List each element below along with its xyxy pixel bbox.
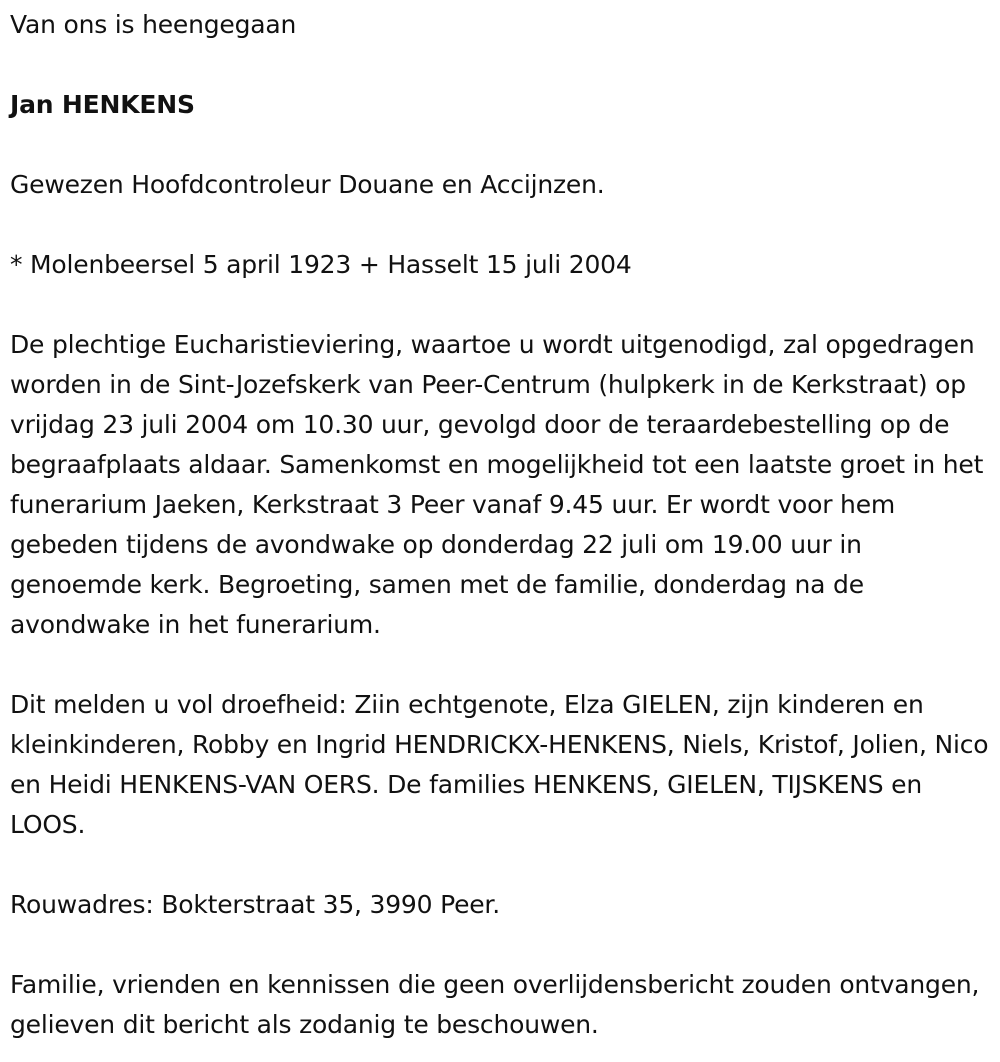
closing-paragraph: Familie, vrienden en kennissen die geen overlijdensbericht zouden ontvangen, gelieven dit bericht als zodanig te beschouwen. — [10, 970, 980, 1039]
deceased-name: Jan HENKENS — [10, 90, 195, 119]
family-paragraph: Dit melden u vol droefheid: Ziin echtgenote, Elza GIELEN, zijn kinderen en kleinkinderen, Robby en Ingrid HENDRICKX-HENKENS, Niels, Kristof, Jolien, Nico en Heidi HENKENS-VAN OERS. De families HENKENS, GIELEN, TIJSKENS en LOOS. — [10, 690, 989, 839]
former-title: Gewezen Hoofdcontroleur Douane en Accijnzen. — [10, 170, 605, 199]
mourning-address: Rouwadres: Bokterstraat 35, 3990 Peer. — [10, 890, 500, 919]
birth-death-dates: * Molenbeersel 5 april 1923 + Hasselt 15 juli 2004 — [10, 250, 632, 279]
death-notice — [10, 5, 995, 1045]
intro-text: Van ons is heengegaan — [10, 10, 297, 39]
ceremony-paragraph: De plechtige Eucharistieviering, waartoe u wordt uitgenodigd, zal opgedragen worden in de Sint-Jozefskerk van Peer-Centrum (hulpkerk in de Kerkstraat) op vrijdag 23 juli 2004 om 10.30 uur, gevolgd door de teraardebestelling op de begraafplaats aldaar. Samenkomst en mogelijkheid tot een laatste groet in het funerarium Jaeken, Kerkstraat 3 Peer vanaf 9.45 uur. Er wordt voor hem gebeden tijdens de avondwake op donderdag 22 juli om 19.00 uur in genoemde kerk. Begroeting, samen met de familie, donderdag na de avondwake in het funerarium. — [10, 330, 984, 639]
